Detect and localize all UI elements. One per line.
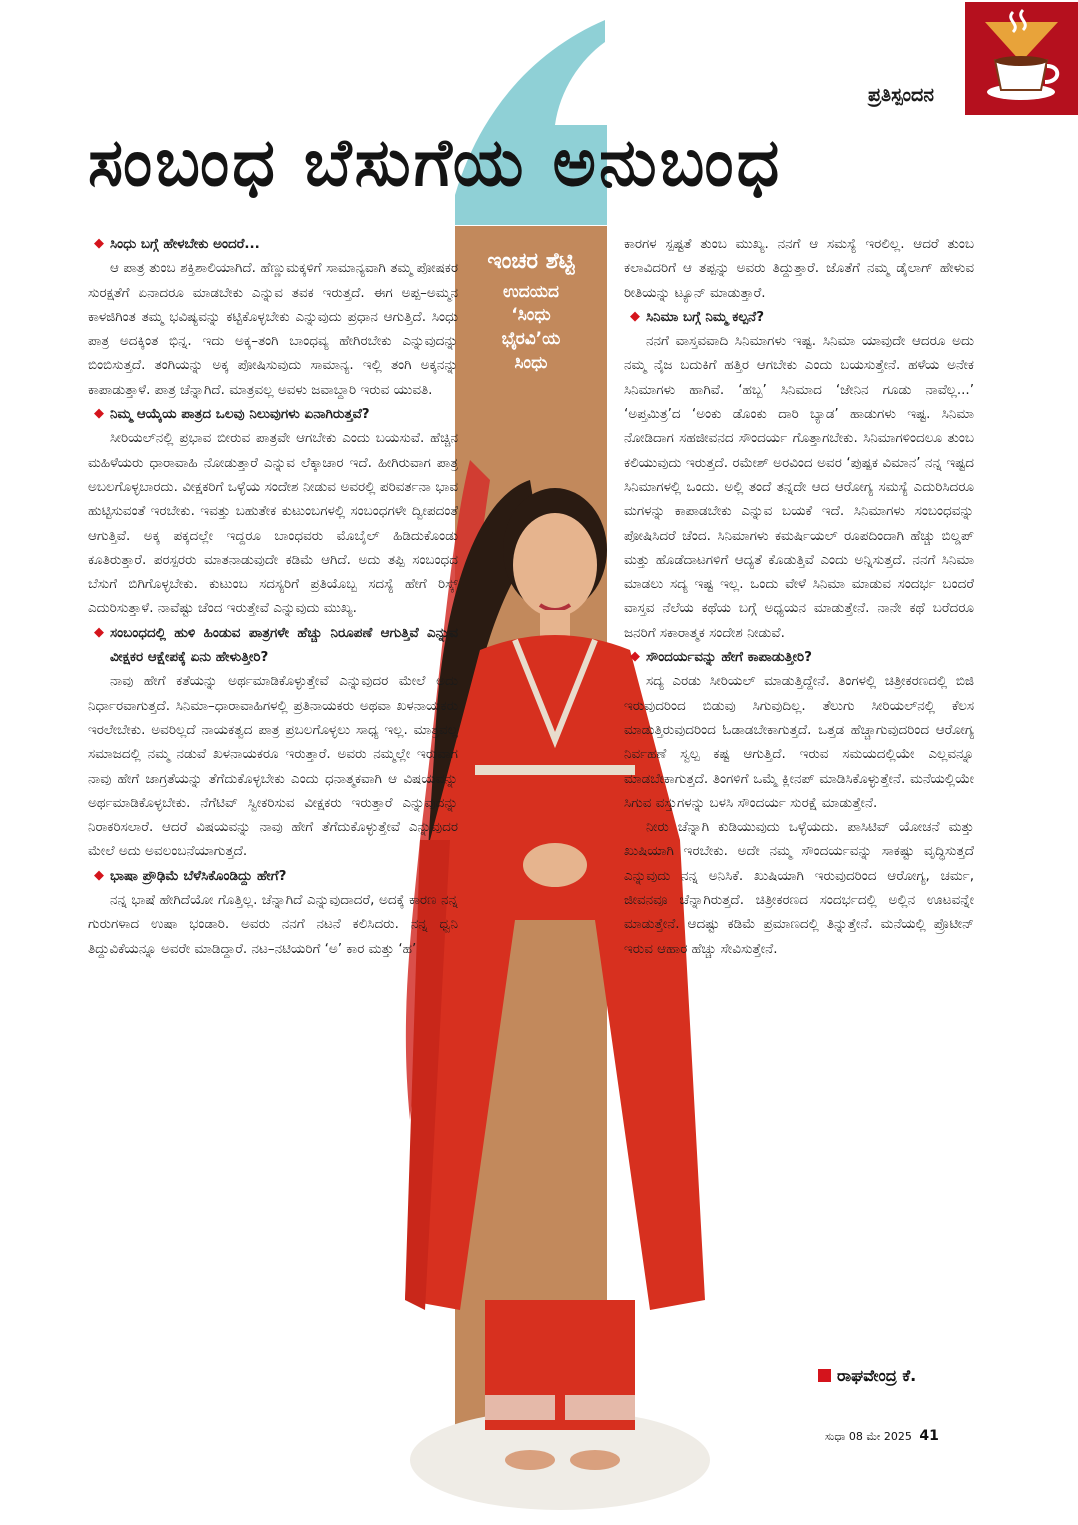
answer-paragraph: ನನಗೆ ವಾಸ್ತವವಾದಿ ಸಿನಿಮಾಗಳು ಇಷ್ಟ. ಸಿನಿಮಾ ಯಾವುದೇ ಆದರೂ ಅದು ನಮ್ಮ ನೈಜ ಬದುಕಿಗೆ ಹತ್ತಿರ ಆಗಬೇಕು ಎಂದು ಬಯಸುತ್ತೇನೆ. ಹಳೆಯ ಅನೇಕ ಸಿನಿಮಾಗಳು ಹಾಗಿವೆ. ‘ಹಬ್ಬ’ ಸಿನಿಮಾದ ‘ಜೇನಿನ ಗೂಡು ನಾವೆಲ್ಲ...’ ‘ಅಪ್ತಮಿತ್ರ’ದ ‘ಅಂಕು ಡೊಂಕು ದಾರಿ ಬ್ಯಾಡ’ ಹಾಡುಗಳು ಇಷ್ಟ. ಸಿನಿಮಾ ನೋಡಿದಾಗ ಸಹಜೀವನದ ಸೌಂದರ್ಯ ಗೊತ್ತಾಗಬೇಕು. ಸಿನಿಮಾಗಳಿಂದಲೂ ತುಂಬ ಕಲಿಯುವುದು ಇರುತ್ತದೆ. ರಮೇಶ್ ಅರವಿಂದ ಅವರ ‘ಪುಷ್ಪಕ ವಿಮಾನ’ ನನ್ನ ಇಷ್ಟದ ಸಿನಿಮಾಗಳಲ್ಲಿ ಒಂದು. ಅಲ್ಲಿ ತಂದೆ ತನ್ನದೇ ಆದ ಆರೋಗ್ಯ ಸಮಸ್ಯೆ ಎದುರಿಸಿದರೂ ಮಗಳನ್ನು ಕಾಪಾಡಬೇಕು ಎನ್ನುವ ಬಯಕೆ ಇದೆ. ಸಿನಿಮಾಗಳು ಸಂಬಂಧವನ್ನು ಪೋಷಿಸಿದರೆ ಚೆಂದ. ಸಿನಿಮಾಗಳು ಕಮರ್ಷಿಯಲ್ ರೂಪದಿಂದಾಗಿ ಹೆಚ್ಚು ಬಿಲ್ಡಪ್ ಮತ್ತು ಹೊಡೆದಾಟಗಳಿಗೆ ಆದ್ಯತೆ ಕೊಡುತ್ತಿವೆ ಎಂದು ಅನ್ನಿಸುತ್ತದೆ. ನನಗೆ ಸಿನಿಮಾ ಮಾಡಲು ಸದ್ಯ ಇಷ್ಟ ಇಲ್ಲ. ಒಂದು ವೇಳೆ ಸಿನಿಮಾ ಮಾಡುವ ಸಂದರ್ಭ ಬಂದರೆ ವಾಸ್ತವ ನೆಲೆಯ ಕಥೆಯ ಬಗ್ಗೆ ಅಧ್ಯಯನ ಮಾಡುತ್ತೇನೆ. ನಾನೇ ಕಥೆ ಬರೆದರೂ ಜನರಿಗೆ ಸಕಾರಾತ್ಮಕ ಸಂದೇಶ ನೀಡುವೆ.: [624, 333, 974, 641]
question-bullet-icon: ◆: [94, 624, 104, 640]
interviewee-description: [455, 281, 607, 376]
section-logo: [965, 2, 1078, 115]
question-text: ಸಂಬಂಧದಲ್ಲಿ ಹುಳಿ ಹಿಂಡುವ ಪಾತ್ರಗಳೇ ಹೆಚ್ಚು ನಿರೂಪಣೆ ಆಗುತ್ತಿವೆ ಎನ್ನುವ ವೀಕ್ಷಕರ ಆಕ್ಷೇಪಕ್ಕೆ ಏನು ಹೇಳುತ್ತೀರಿ?: [110, 624, 458, 666]
interview-question: [88, 232, 458, 256]
interview-question: [624, 645, 974, 669]
intro-line: ಉದಯದ: [503, 281, 559, 302]
page-number: 41: [919, 1428, 939, 1444]
coffee-cup-icon: [965, 2, 1078, 115]
answer-paragraph: ಆ ಪಾತ್ರ ತುಂಬ ಶಕ್ತಿಶಾಲಿಯಾಗಿದೆ. ಹೆಣ್ಣುಮಕ್ಕಳಿಗೆ ಸಾಮಾನ್ಯವಾಗಿ ತಮ್ಮ ಪೋಷಕರ ಸುರಕ್ಷತೆಗೆ ಏನಾದರೂ ಮಾಡಬೇಕು ಎನ್ನುವ ತವಕ ಇರುತ್ತದೆ. ಈಗ ಅಪ್ಪ–ಅಮ್ಮನ ಕಾಳಜಿಗಿಂತ ತಮ್ಮ ಭವಿಷ್ಯವನ್ನು ಕಟ್ಟಿಕೊಳ್ಳಬೇಕು ಎನ್ನುವುದು ಪ್ರಧಾನ ಆಗುತ್ತಿದೆ. ಸಿಂಧು ಪಾತ್ರ ಅದಕ್ಕಿಂತ ಭಿನ್ನ. ಇದು ಅಕ್ಕ–ತಂಗಿ ಬಾಂಧವ್ಯ ಹೇಗಿರಬೇಕು ಎನ್ನುವುದನ್ನು ಬಿಂಬಿಸುತ್ತದೆ. ತಂಗಿಯನ್ನು ಅಕ್ಕ ಪೋಷಿಸುವುದು ಸಾಮಾನ್ಯ. ಇಲ್ಲಿ ತಂಗಿ ಅಕ್ಕನನ್ನು ಕಾಪಾಡುತ್ತಾಳೆ. ಪಾತ್ರ ಚೆನ್ನಾಗಿದೆ. ಮಾತ್ರವಲ್ಲ ಅವಳು ಜವಾಬ್ದಾರಿ ಇರುವ ಯುವತಿ.: [88, 260, 458, 398]
headline: ಸಂಬಂಧ ಬೆಸುಗೆಯ ಅನುಬಂಧ: [88, 124, 783, 201]
question-text: ಭಾಷಾ ಪ್ರೌಢಿಮೆ ಬೆಳೆಸಿಕೊಂಡಿದ್ದು ಹೇಗೆ?: [110, 867, 287, 884]
intro-line: ‘ಸಿಂಧು: [511, 305, 551, 326]
interview-question: [624, 305, 974, 329]
question-bullet-icon: ◆: [630, 649, 640, 665]
author-byline: [818, 1366, 916, 1386]
issue-info: ಸುಧಾ 08 ಮೇ 2025: [825, 1430, 912, 1443]
question-bullet-icon: ◆: [94, 406, 104, 422]
interview-question: [88, 621, 458, 670]
question-bullet-icon: ◆: [630, 308, 640, 324]
question-text: ನಿಮ್ಮ ಆಯ್ಕೆಯ ಪಾತ್ರದ ಒಲವು ನಿಲುವುಗಳು ಏನಾಗಿರುತ್ತವೆ?: [110, 406, 370, 423]
article-column-left: [88, 232, 458, 1422]
question-bullet-icon: ◆: [94, 236, 104, 251]
intro-line: ಸಿಂಧು: [514, 352, 548, 373]
question-bullet-icon: ◆: [94, 867, 104, 883]
answer-paragraph: ನಾವು ಹೇಗೆ ಕತೆಯನ್ನು ಅರ್ಥಮಾಡಿಕೊಳ್ಳುತ್ತೇವೆ ಎನ್ನುವುದರ ಮೇಲೆ ಅದು ನಿರ್ಧಾರವಾಗುತ್ತದೆ. ಸಿನಿಮಾ–ಧಾರಾವಾಹಿಗಳಲ್ಲಿ ಪ್ರತಿನಾಯಕರು ಅಥವಾ ಖಳನಾಯಕರು ಇರಲೇಬೇಕು. ಅವರಿಲ್ಲದೆ ನಾಯಕತ್ವದ ಪಾತ್ರ ಪ್ರಬಲಗೊಳ್ಳಲು ಸಾಧ್ಯ ಇಲ್ಲ. ಮಾತ್ರವಲ್ಲ ಸಮಾಜದಲ್ಲಿ ನಮ್ಮ ನಡುವೆ ಖಳನಾಯಕರೂ ಇರುತ್ತಾರೆ. ಅವರು ನಮ್ಮಲ್ಲೇ ಇರುವಾಗ ನಾವು ಹೇಗೆ ಜಾಗ್ರತೆಯನ್ನು ತೆಗೆದುಕೊಳ್ಳಬೇಕು ಎಂದು ಧನಾತ್ಮಕವಾಗಿ ಆ ವಿಷಯವನ್ನು ಅರ್ಥಮಾಡಿಕೊಳ್ಳಬೇಕು. ನೆಗೆಟಿವ್ ಸ್ವೀಕರಿಸುವ ವೀಕ್ಷಕರು ಇರುತ್ತಾರೆ ಎನ್ನುವುದನ್ನು ನಿರಾಕರಿಸಲಾರೆ. ಆದರೆ ವಿಷಯವನ್ನು ನಾವು ಹೇಗೆ ತೆಗೆದುಕೊಳ್ಳುತ್ತೇವೆ ಎನ್ನುವುದರ ಮೇಲೆ ಅದು ಅವಲಂಬನೆಯಾಗುತ್ತದೆ.: [88, 673, 458, 860]
interview-question: [88, 402, 458, 426]
answer-paragraph: ಸದ್ಯ ಎರಡು ಸೀರಿಯಲ್ ಮಾಡುತ್ತಿದ್ದೇನೆ. ತಿಂಗಳಲ್ಲಿ ಚಿತ್ರೀಕರಣದಲ್ಲಿ ಬಿಜಿ ಇರುವುದರಿಂದ ಬಿಡುವು ಸಿಗುವುದಿಲ್ಲ. ತೆಲುಗು ಸೀರಿಯಲ್‌ನಲ್ಲಿ ಕೆಲಸ ಮಾಡುತ್ತಿರುವುದರಿಂದ ಓಡಾಡಬೇಕಾಗುತ್ತದೆ. ಒತ್ತಡ ಹೆಚ್ಚಾಗುವುದರಿಂದ ಆರೋಗ್ಯ ನಿರ್ವಹಣೆ ಸ್ವಲ್ಪ ಕಷ್ಟ ಆಗುತ್ತಿದೆ. ಇರುವ ಸಮಯದಲ್ಲಿಯೇ ಎಲ್ಲವನ್ನೂ ಮಾಡಬೇಕಾಗುತ್ತದೆ. ತಿಂಗಳಿಗೆ ಒಮ್ಮೆ ಕ್ಲೀನಪ್ ಮಾಡಿಸಿಕೊಳ್ಳುತ್ತೇನೆ. ಮನೆಯಲ್ಲಿಯೇ ಸಿಗುವ ವಸ್ತುಗಳನ್ನು ಬಳಸಿ ಸೌಂದರ್ಯ ಸುರಕ್ಷೆ ಮಾಡುತ್ತೇನೆ.: [624, 673, 974, 811]
section-label: ಪ್ರತಿಸ್ಪಂದನ: [868, 84, 934, 106]
intro-line: ಭೈರವಿ’ಯ: [501, 329, 561, 350]
question-text: ಸಿಂಧು ಬಗ್ಗೆ ಹೇಳಬೇಕು ಅಂದರೆ...: [110, 236, 260, 252]
question-text: ಸೌಂದರ್ಯವನ್ನು ಹೇಗೆ ಕಾಪಾಡುತ್ತೀರಿ?: [646, 649, 812, 666]
page-footer: [825, 1428, 939, 1444]
answer-paragraph: ನನ್ನ ಭಾಷೆ ಹೇಗಿದೆಯೋ ಗೊತ್ತಿಲ್ಲ. ಚೆನ್ನಾಗಿದೆ ಎನ್ನುವುದಾದರೆ, ಅದಕ್ಕೆ ಕಾರಣ ನನ್ನ ಗುರುಗಳಾದ ಉಷಾ ಭಂಡಾರಿ. ಅವರು ನನಗೆ ನಟನೆ ಕಲಿಸಿದರು. ನನ್ನ ಧ್ವನಿ ತಿದ್ದುವಿಕೆಯನ್ನೂ ಅವರೇ ಮಾಡಿದ್ದಾರೆ. ನಟ–ನಟಿಯರಿಗೆ ‘ಅ’ ಕಾರ ಮತ್ತು ‘ಹ’: [88, 892, 458, 957]
author-marker-icon: [818, 1369, 831, 1382]
author-name: ರಾಘವೇಂದ್ರ ಕೆ.: [837, 1366, 917, 1385]
question-text: ಸಿನಿಮಾ ಬಗ್ಗೆ ನಿಮ್ಮ ಕಲ್ಪನೆ?: [646, 308, 765, 325]
interviewee-name: ಇಂಚರ ಶೆಟ್ಟಿ: [487, 249, 575, 274]
answer-paragraph: ಸೀರಿಯಲ್‌ನಲ್ಲಿ ಪ್ರಭಾವ ಬೀರುವ ಪಾತ್ರವೇ ಆಗಬೇಕು ಎಂದು ಬಯಸುವೆ. ಹೆಚ್ಚಿನ ಮಹಿಳೆಯರು ಧಾರಾವಾಹಿ ನೋಡುತ್ತಾರೆ ಎನ್ನುವ ಲೆಕ್ಕಾಚಾರ ಇದೆ. ಹೀಗಿರುವಾಗ ಪಾತ್ರ ಅಬಲಗೊಳ್ಳಬಾರದು. ವೀಕ್ಷಕರಿಗೆ ಒಳ್ಳೆಯ ಸಂದೇಶ ನೀಡುವ ಅವರಲ್ಲಿ ಪರಿವರ್ತನಾ ಭಾವ ಹುಟ್ಟಿಸುವಂತೆ ಇರಬೇಕು. ಇವತ್ತು ಬಹುತೇಕ ಕುಟುಂಬಗಳಲ್ಲಿ ಸಂಬಂಧಗಳೇ ದ್ವೀಪದಂತೆ ಆಗುತ್ತಿವೆ. ಅಕ್ಕ ಪಕ್ಕದಲ್ಲೇ ಇದ್ದರೂ ಬಾಂಧವರು ಮೊಬೈಲ್ ಹಿಡಿದುಕೊಂಡು ಕೂತಿರುತ್ತಾರೆ. ಪರಸ್ಪರರು ಮಾತನಾಡುವುದೇ ಕಡಿಮೆ ಆಗಿದೆ. ಅದು ತಪ್ಪಿ ಸಂಬಂಧದ ಬೆಸುಗೆ ಬಿಗಿಗೊಳ್ಳಬೇಕು. ಕುಟುಂಬ ಸದಸ್ಯರಿಗೆ ಪ್ರತಿಯೊಬ್ಬ ಸದಸ್ಯೆ ಹೇಗೆ ರಿಸ್ಕ್ ಎದುರಿಸುತ್ತಾಳೆ. ನಾವೆಷ್ಟು ಚೆಂದ ಇರುತ್ತೇವೆ ಎನ್ನುವುದು ಮುಖ್ಯ.: [88, 430, 458, 617]
intro-box: [455, 248, 607, 376]
answer-paragraph: ಕಾರಗಳ ಸ್ಪಷ್ಟತೆ ತುಂಬ ಮುಖ್ಯ. ನನಗೆ ಆ ಸಮಸ್ಯೆ ಇರಲಿಲ್ಲ. ಆದರೆ ತುಂಬ ಕಲಾವಿದರಿಗೆ ಆ ತಪ್ಪನ್ನು ಅವರು ತಿದ್ದುತ್ತಾರೆ. ಜೊತೆಗೆ ನಮ್ಮ ಡೈಲಾಗ್ ಹೇಳುವ ರೀತಿಯನ್ನು ಟ್ಯೂನ್ ಮಾಡುತ್ತಾರೆ.: [624, 236, 974, 301]
article-column-right: [624, 232, 974, 1392]
answer-paragraph: ನೀರು ಚೆನ್ನಾಗಿ ಕುಡಿಯುವುದು ಒಳ್ಳೆಯದು. ಪಾಸಿಟಿವ್ ಯೋಚನೆ ಮತ್ತು ಖುಷಿಯಾಗಿ ಇರಬೇಕು. ಅದೇ ನಮ್ಮ ಸೌಂದರ್ಯವನ್ನು ಸಾಕಷ್ಟು ವೃದ್ಧಿಸುತ್ತದೆ ಎನ್ನುವುದು ನನ್ನ ಅನಿಸಿಕೆ. ಖುಷಿಯಾಗಿ ಇರುವುದರಿಂದ ಆರೋಗ್ಯ, ಚರ್ಮ, ಜೀವನವೂ ಚೆನ್ನಾಗಿರುತ್ತದೆ. ಚಿತ್ರೀಕರಣದ ಸಂದರ್ಭದಲ್ಲಿ ಅಲ್ಲಿನ ಊಟವನ್ನೇ ಮಾಡುತ್ತೇನೆ. ಆದಷ್ಟು ಕಡಿಮೆ ಪ್ರಮಾಣದಲ್ಲಿ ತಿನ್ನುತ್ತೇನೆ. ಮನೆಯಲ್ಲಿ ಪ್ರೊಟೀನ್ ಇರುವ ಆಹಾರ ಹೆಚ್ಚು ಸೇವಿಸುತ್ತೇನೆ.: [624, 819, 974, 957]
interview-question: [88, 864, 458, 888]
